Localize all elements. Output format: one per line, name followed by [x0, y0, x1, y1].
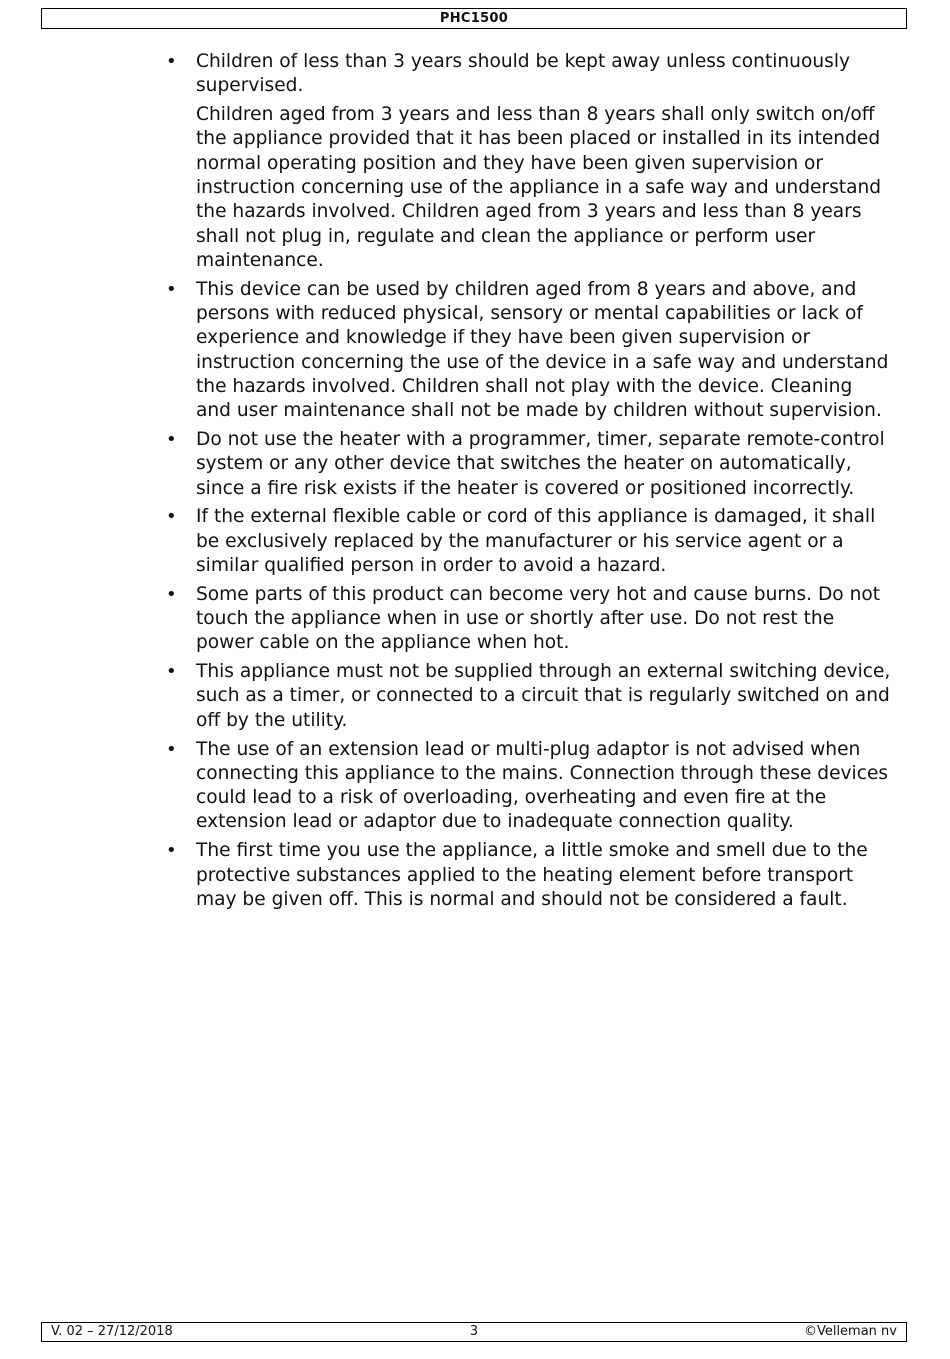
- list-item: [163, 50, 893, 273]
- bullet-icon: •: [166, 428, 177, 450]
- paragraph: The first time you use the appliance, a little smoke and smell due to the protective substances applied to the heating element before transport may be given off. This is normal and should not be considered a fault.: [196, 840, 868, 910]
- paragraph: If the external flexible cable or cord of this appliance is damaged, it shall be exclusively replaced by the manufacturer or his service agent or a similar qualified person in order to avoid a hazard.: [196, 506, 876, 576]
- list-item: [163, 505, 893, 578]
- page-number: 3: [469, 1324, 479, 1339]
- page-footer: [41, 1322, 907, 1342]
- list-item: [163, 839, 893, 912]
- bullet-icon: •: [166, 278, 177, 300]
- paragraph: Children aged from 3 years and less than 8 years shall only switch on/off the appliance provided that it has been placed or installed in its intended normal operating position and they have been given supervision or instruction concerning use of the appliance in a safe way and understand the hazards involved. Children aged from 3 years and less than 8 years shall not plug in, regulate and clean the appliance or perform user maintenance.: [196, 104, 882, 271]
- list-item: [163, 660, 893, 733]
- list-item: [163, 278, 893, 424]
- list-item: [163, 583, 893, 656]
- page-header: [41, 8, 907, 29]
- bullet-icon: •: [166, 583, 177, 605]
- paragraph: The use of an extension lead or multi-plug adaptor is not advised when connecting this appliance to the mains. Connection through these devices could lead to a risk of overloading, overheating and even fire at the extension lead or adaptor due to inadequate connection quality.: [196, 738, 889, 833]
- bullet-icon: •: [166, 738, 177, 760]
- document-model-title: PHC1500: [439, 11, 509, 26]
- paragraph: This appliance must not be supplied through an external switching device, such as a timer, or connected to a circuit that is regularly switched on and off by the utility.: [196, 661, 891, 731]
- version-date: V. 02 – 27/12/2018: [51, 1324, 173, 1339]
- paragraph: Children of less than 3 years should be kept away unless continuously supervised.: [196, 51, 850, 97]
- copyright-notice: ©Velleman nv: [803, 1324, 897, 1339]
- bullet-icon: •: [166, 840, 177, 862]
- bullet-list: [163, 50, 893, 912]
- bullet-icon: •: [166, 506, 177, 528]
- list-item: [163, 428, 893, 501]
- paragraph: Do not use the heater with a programmer, timer, separate remote-control system or any other device that switches the heater on automatically, since a fire risk exists if the heater is covered or positioned incorrectly.: [196, 428, 885, 499]
- safety-instructions: [163, 50, 893, 917]
- bullet-icon: •: [166, 51, 177, 72]
- paragraph: This device can be used by children aged from 8 years and above, and persons with reduced physical, sensory or mental capabilities or lack of experience and knowledge if they have been given supervision or instruction concerning the use of the device in a safe way and understand the hazards involved. Children shall not play with the device. Cleaning and user maintenance shall not be made by children without supervision.: [196, 278, 889, 422]
- bullet-icon: •: [166, 661, 177, 683]
- list-item: [163, 738, 893, 835]
- paragraph: Some parts of this product can become very hot and cause burns. Do not touch the appliance when in use or shortly after use. Do not rest the power cable on the appliance when hot.: [196, 583, 881, 654]
